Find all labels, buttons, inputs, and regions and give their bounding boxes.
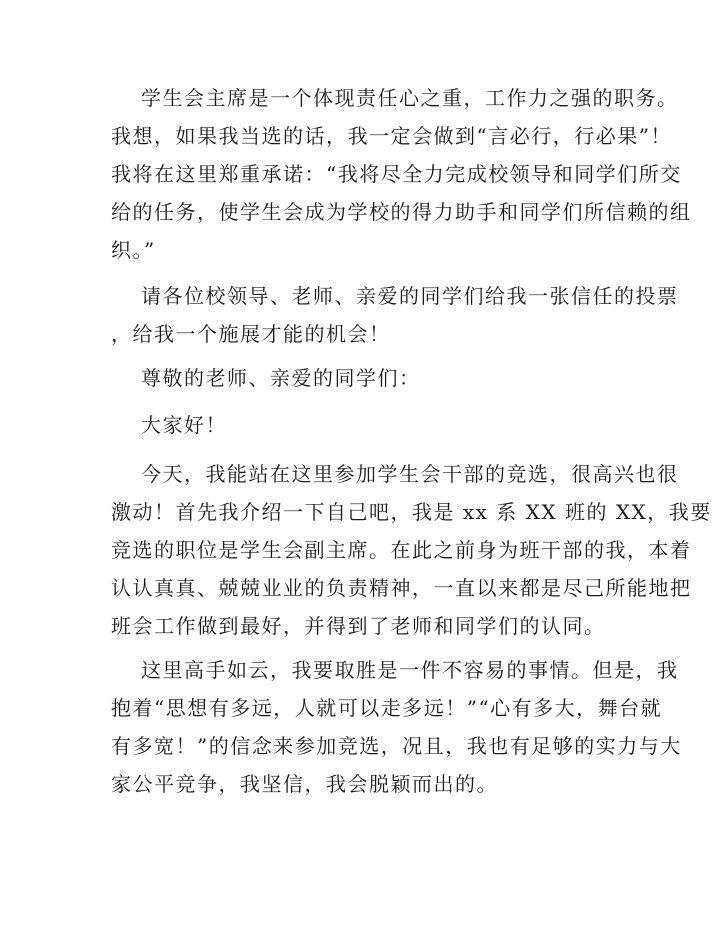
text-line: ，给我一个施展才能的机会！ [111,322,391,346]
text-line: 尊敬的老师、亲爱的同学们： [141,366,421,390]
paragraph-salutation [111,359,616,397]
paragraph-self-introduction [111,455,712,645]
text-line: 这里高手如云，我要取胜是一件不容易的事情。但是，我 [141,658,679,682]
text-line: 竞选的职位是学生会副主席。在此之前身为班干部的我，本着 [111,538,692,562]
text-line: 有多宽！”的信念来参加竞选，况且，我也有足够的实力与大 [111,734,682,758]
text-line: 大家好！ [141,413,227,437]
text-line: 班会工作做到最好，并得到了老师和同学们的认同。 [111,614,606,638]
text-line: 激动！首先我介绍一下自己吧，我是 xx 系 XX 班的 XX，我要 [111,500,712,524]
paragraph-confidence [111,651,682,803]
text-line: 学生会主席是一个体现责任心之重，工作力之强的职务。 [141,86,679,110]
text-line: 我将在这里郑重承诺：“我将尽全力完成校领导和同学们所交 [111,162,682,186]
text-line: 家公平竞争，我坚信，我会脱颖而出的。 [111,772,498,796]
paragraph-commitment [111,79,692,269]
text-line: 认认真真、兢兢业业的负责精神，一直以来都是尽己所能地把 [111,576,692,600]
text-line: 给的任务，使学生会成为学校的得力助手和同学们所信赖的组 [111,200,692,224]
text-line: 抱着“思想有多远，人就可以走多远！”“心有多大，舞台就 [111,696,663,720]
text-line: 我想，如果我当选的话，我一定会做到“言必行，行必果”！ [111,124,672,148]
text-line: 今天，我能站在这里参加学生会干部的竞选，很高兴也很 [141,462,679,486]
text-line: 织。” [111,238,156,262]
paragraph-vote-request [111,277,679,353]
paragraph-greeting [111,406,616,444]
text-line: 请各位校领导、老师、亲爱的同学们给我一张信任的投票 [141,284,679,308]
